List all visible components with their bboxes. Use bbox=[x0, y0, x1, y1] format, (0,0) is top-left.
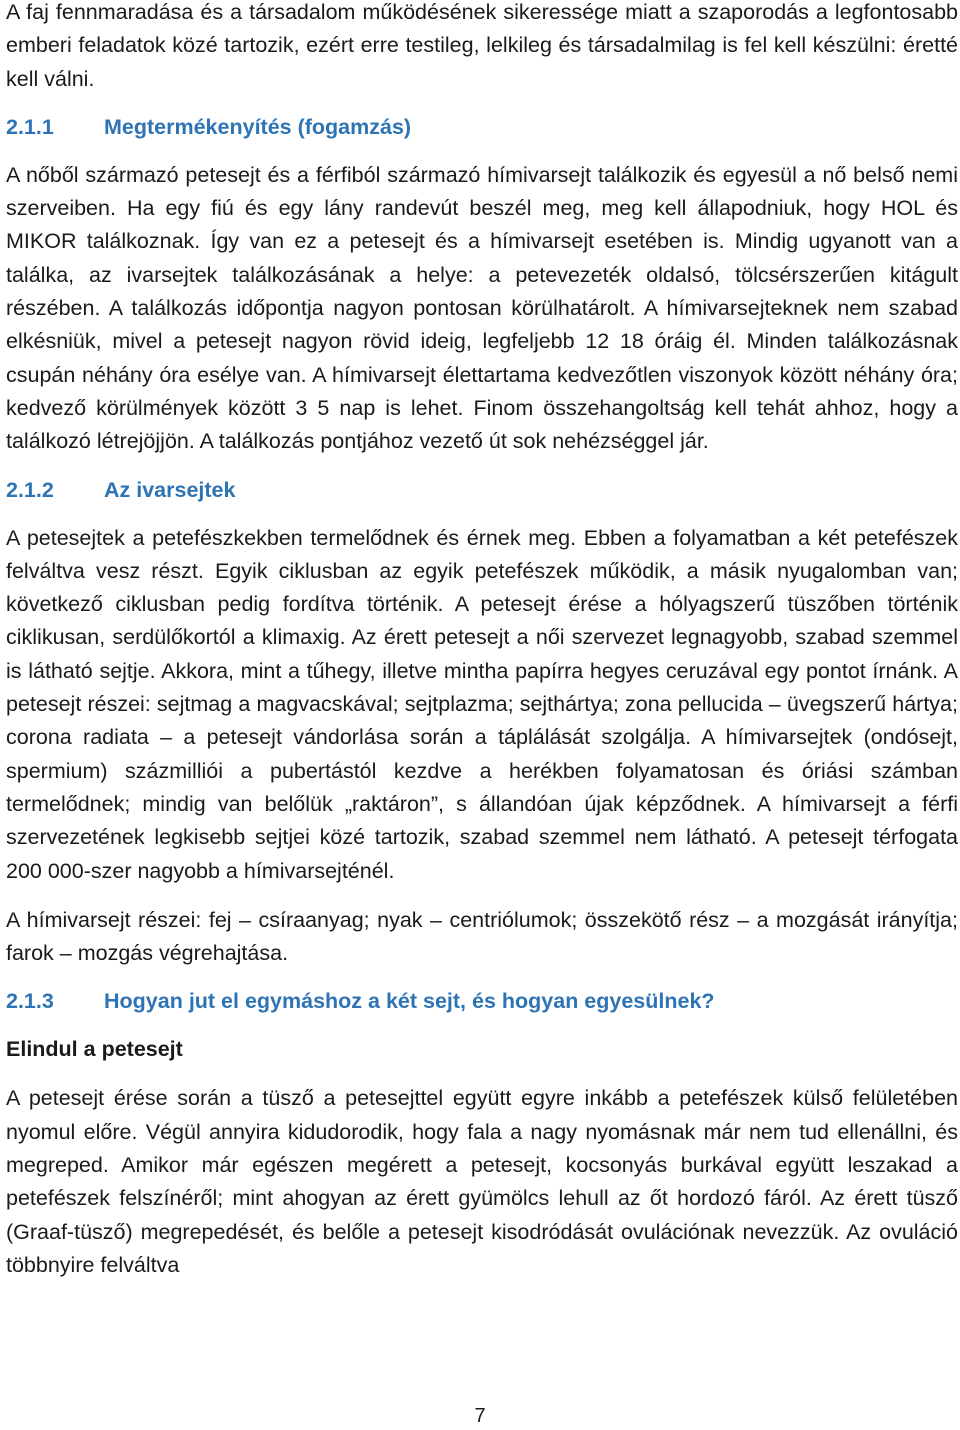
gametes-paragraph: A petesejtek a petefészkekben termelődnek és érnek meg. Ebben a folyamatban a két petefészek felváltva vesz részt. Egyik ciklusban az egyik petefészek működik, a másik nyugalomban van; következő ciklusban pedig fordítva történik. A petesejt érése a hólyagszerű tüszőben történik ciklikusan, serdülőkortól a klimaxig. Az érett petesejt a női szervezet legnagyobb, szabad szemmel is látható sejtje. Akkora, mint a tűhegy, illetve mintha papírra hegyes ceruzával egy pontot írnánk. A petesejt részei: sejtmag a magvacskával; sejtplazma; sejthártya; zona pellucida – üvegszerű hártya; corona radiata – a petesejt vándorlása során a táplálását szolgálja. A hímivarsejtek (ondósejt, spermium) százmilliói a pubertástól kezdve a herékben folyamatosan és óriási számban termelődnek; mindig van belőlük „raktáron”, s állandóan újak képződnek. A hímivarsejt a férfi szervezetének legkisebb sejtjei közé tartozik, szabad szemmel nem látható. A petesejt térfogata 200 000-szer nagyobb a hímivarsejténél. bbox=[6, 525, 958, 883]
section-number: 2.1.3 bbox=[6, 989, 54, 1014]
section-heading-2-1-2 bbox=[6, 474, 958, 507]
document-page bbox=[6, 0, 958, 1282]
sperm-parts-paragraph: A hímivarsejt részei: fej – csíraanyag; nyak – centriólumok; összekötő rész – a mozgását irányítja; farok – mozgás végrehajtása. bbox=[6, 907, 958, 966]
section-title: Megtermékenyítés (fogamzás) bbox=[104, 114, 412, 139]
section-heading-2-1-1 bbox=[6, 111, 958, 144]
fertilization-paragraph: A nőből származó petesejt és a férfiból származó hímivarsejt találkozik és egyesül a nő belső nemi szerveiben. Ha egy fiú és egy lány randevút beszél meg, meg kell állapodniuk, hogy HOL és MIKOR találkoznak. Így van ez a petesejt és a hímivarsejt esetében is. Mindig ugyanott van a találka, az ivarsejtek találkozásának a helye: a petevezeték oldalsó, tölcsérszerűen kitágult részében. A találkozás időpontja nagyon pontosan körülhatárolt. A hímivarsejteknek nem szabad elkésniük, mivel a petesejt nagyon rövid ideig, legfeljebb 12 18 óráig él. Minden találkozásnak csupán néhány óra esélye van. A hímivarsejt élettartama kedvezőtlen viszonyok között néhány óra; kedvező körülmények között 3 5 nap is lehet. Finom összehangoltság kell tehát ahhoz, hogy a találkozó létrejöjjön. A találkozás pontjához vezető út sok nehézséggel jár. bbox=[6, 162, 958, 454]
section-title: Hogyan jut el egymáshoz a két sejt, és hogyan egyesülnek? bbox=[104, 989, 715, 1014]
subheading-egg-departs: Elindul a petesejt bbox=[6, 1037, 183, 1062]
section-number: 2.1.1 bbox=[6, 114, 54, 139]
ovulation-paragraph: A petesejt érése során a tüsző a petesejttel együtt egyre inkább a petefészek külső felületében nyomul előre. Végül annyira kidudorodik, hogy fala a nagy nyomásnak már nem tud ellenállni, és megreped. Amikor már egészen megérett a petesejt, kocsonyás burkával együtt leszakad a petefészek felszínéről; mint ahogyan az érett gyümölcs lehull az őt hordozó fáról. Az érett tüsző (Graaf-tüsző) megrepedését, és belőle a petesejt kisodródását ovulációnak nevezzük. Az ovuláció többnyire felváltva bbox=[6, 1086, 958, 1277]
intro-paragraph: A faj fennmaradása és a társadalom működésének sikeressége miatt a szaporodás a legfontosabb emberi feladatok közé tartozik, ezért erre testileg, lelkileg és társadalmilag is fel kell készülni: éretté kell válni. bbox=[6, 0, 958, 91]
section-heading-2-1-3 bbox=[6, 985, 958, 1018]
section-title: Az ivarsejtek bbox=[104, 477, 236, 502]
section-number: 2.1.2 bbox=[6, 477, 54, 502]
page-number: 7 bbox=[474, 1405, 486, 1427]
